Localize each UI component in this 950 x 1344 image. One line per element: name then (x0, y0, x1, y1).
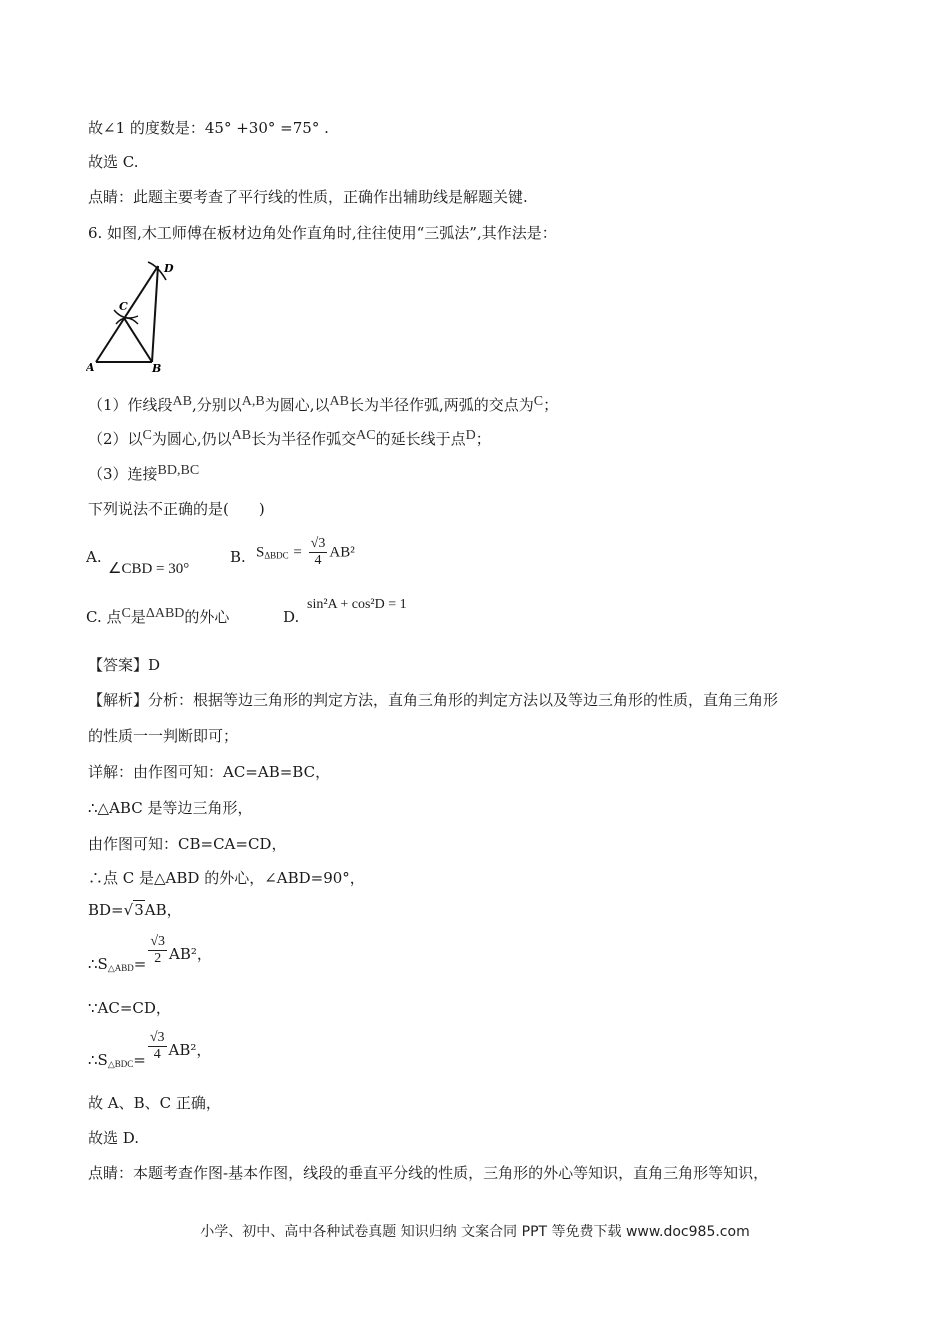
label-d: D (164, 262, 174, 275)
label-b: B (152, 362, 162, 375)
text-line: 点睛：此题主要考查了平行线的性质，正确作出辅助线是解题关键. (88, 188, 528, 206)
option-c: C. 点C是ΔABD的外心 (86, 606, 230, 626)
option-b-label: B. (230, 548, 246, 566)
option-d-label: D. (283, 608, 300, 626)
detail-line: 故选 D. (88, 1129, 140, 1147)
answer: 【答案】D (88, 656, 161, 674)
detail-line-bd: BD=√3AB， (88, 901, 182, 919)
detail-line: ∴△ABC 是等边三角形， (88, 799, 253, 817)
option-a-math: ∠CBD = 30° (108, 561, 190, 577)
comment-line: 点睛：本题考查作图-基本作图，线段的垂直平分线的性质，三角形的外心等知识，直角三角形等知识， (88, 1164, 769, 1182)
question-prompt: 下列说法不正确的是( ) (88, 500, 265, 518)
detail-line-area-abd: $\therefore S_{\triangle ABD}=$ $\frac{√3}{2}$ AB²， (88, 934, 212, 973)
step-3: （3）连接BD,BC (88, 463, 200, 483)
step-2: （2）以C为圆心,仍以AB长为半径作弧交AC的延长线于点D； (88, 428, 491, 448)
step-1: （1）作线段AB,分别以A,B为圆心,以AB长为半径作弧,两弧的交点为C； (88, 394, 559, 414)
detail-line: 故 A、B、C 正确， (88, 1094, 221, 1112)
label-c: C (119, 300, 128, 313)
detail-line: 详解：由作图可知：AC=AB=BC， (88, 763, 331, 781)
analysis-line-2: 的性质一一判断即可； (88, 727, 239, 745)
question-stem: 6. 如图,木工师傅在板材边角处作直角时,往往使用“三弧法”,其作法是： (88, 224, 557, 242)
text-line: 故∠1 的度数是：45° +30° =75° . (88, 119, 329, 137)
page-footer: 小学、初中、高中各种试卷真题 知识归纳 文案合同 PPT 等免费下载 www.doc985.com (200, 1224, 750, 1240)
detail-line: ∵AC=CD， (88, 999, 171, 1017)
option-d-math: sin²A + cos²D = 1 (307, 597, 407, 612)
label-a: A (86, 361, 95, 374)
analysis-line-1: 【解析】分析：根据等边三角形的判定方法，直角三角形的判定方法以及等边三角形的性质，直角三角形 (88, 691, 779, 709)
text-line: 故选 C. (88, 153, 139, 171)
detail-line-area-bdc: $\therefore S_{\triangle BDC}=$ $\frac{√3}{4}$ AB²， (88, 1030, 212, 1069)
three-arc-construction-diagram (86, 258, 196, 378)
option-a-label: A. (86, 548, 102, 566)
detail-line: ∴点 C 是△ABD 的外心，∠ABD=90°， (88, 869, 365, 887)
detail-line: 由作图可知：CB=CA=CD， (88, 835, 287, 853)
option-b-math: $S_{\Delta BDC}$ = $\frac{√3}{4}$ AB² (256, 536, 355, 568)
